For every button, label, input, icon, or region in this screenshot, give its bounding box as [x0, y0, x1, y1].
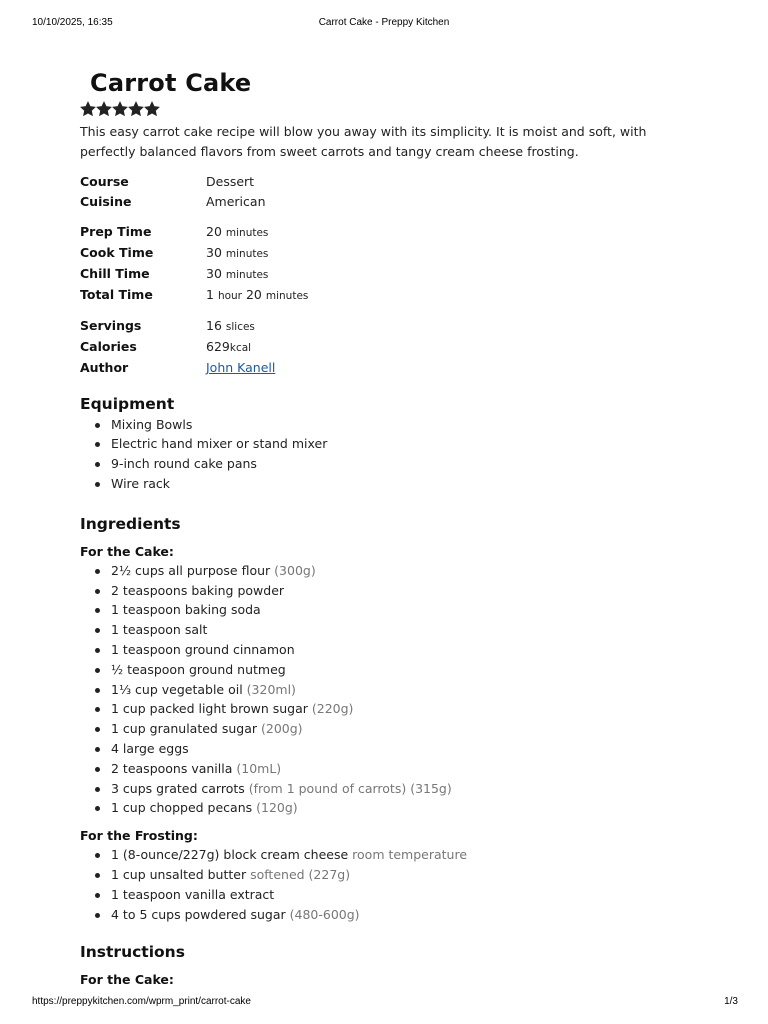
instructions-heading: Instructions	[80, 943, 185, 962]
ingredient-item	[95, 620, 700, 640]
ingredient-group-frosting	[80, 827, 700, 924]
ingredient-note: (220g)	[311, 701, 354, 717]
ingredient-text: 1 cup granulated sugar	[111, 721, 258, 737]
ingredient-text: 1 teaspoon baking soda	[111, 602, 261, 618]
print-page-number: 1/3	[724, 996, 738, 1007]
calories-unit: kcal	[229, 342, 252, 355]
meta-value: American	[206, 194, 266, 210]
ingredient-note: (320ml)	[246, 681, 296, 697]
ingredient-item	[95, 561, 700, 581]
meta-servings	[80, 316, 700, 337]
meta-value	[206, 222, 268, 243]
recipe-card	[80, 66, 700, 989]
ingredient-note: (200g)	[261, 721, 303, 737]
time-number: 20	[245, 287, 262, 303]
meta-label: Calories	[80, 339, 137, 355]
time-number: 30	[206, 244, 222, 260]
ingredient-text: 2 teaspoons vanilla	[111, 760, 233, 776]
meta-label: Cuisine	[80, 194, 132, 210]
ingredient-text: 2 teaspoons baking powder	[111, 582, 285, 598]
ingredient-text: 3 cups grated carrots	[111, 780, 245, 796]
instruction-group-cake	[80, 971, 700, 989]
ingredient-group-cake	[80, 543, 700, 818]
meta-value	[206, 316, 255, 337]
ingredient-note: (120g)	[256, 800, 298, 816]
meta-value	[206, 264, 268, 285]
ingredient-item	[95, 600, 700, 620]
time-unit: minutes	[265, 290, 309, 303]
meta-label: Prep Time	[80, 223, 152, 239]
print-url: https://preppykitchen.com/wprm_print/carrot-cake	[32, 996, 251, 1007]
ingredient-note: (300g)	[274, 562, 316, 578]
meta-label: Total Time	[80, 287, 153, 303]
ingredient-item	[95, 699, 700, 719]
equipment-item: Electric hand mixer or stand mixer	[95, 434, 700, 454]
ingredient-item	[95, 779, 700, 799]
ingredient-item	[95, 865, 700, 885]
meta-author	[80, 358, 700, 378]
meta-label: Cook Time	[80, 244, 154, 260]
ingredient-text: 4 to 5 cups powdered sugar	[111, 906, 286, 922]
ingredient-item	[95, 739, 700, 759]
time-number: 30	[206, 266, 222, 282]
equipment-heading: Equipment	[80, 394, 175, 413]
ingredient-group-heading: For the Cake:	[80, 543, 174, 559]
ingredient-text: ½ teaspoon ground nutmeg	[111, 661, 286, 677]
ingredient-note: room temperature	[352, 847, 468, 863]
servings-number: 16	[206, 317, 222, 333]
meta-details	[80, 316, 700, 379]
ingredient-list	[95, 561, 700, 818]
instructions-section	[80, 941, 700, 989]
meta-value	[206, 358, 275, 378]
meta-label: Servings	[80, 317, 142, 333]
time-unit: minutes	[225, 247, 269, 260]
ingredient-item	[95, 680, 700, 700]
recipe-title: Carrot Cake	[90, 69, 252, 97]
time-number: 20	[206, 223, 222, 239]
ingredient-group-heading: For the Frosting:	[80, 828, 198, 844]
ingredient-item	[95, 845, 700, 865]
ingredient-item	[95, 759, 700, 779]
star-icon	[96, 101, 112, 117]
star-icon	[112, 101, 128, 117]
meta-value	[206, 243, 268, 264]
time-number: 1	[206, 287, 214, 303]
equipment-item: Wire rack	[95, 474, 700, 494]
ingredient-item	[95, 905, 700, 925]
meta-label: Author	[80, 360, 129, 376]
ingredients-section	[80, 513, 700, 925]
equipment-list	[95, 415, 700, 494]
time-unit: minutes	[225, 226, 269, 239]
meta-cuisine	[80, 192, 700, 212]
star-icon	[80, 101, 96, 117]
ingredient-text: 1 (8-ounce/227g) block cream cheese	[111, 847, 349, 863]
ingredient-note: (10mL)	[236, 760, 282, 776]
ingredient-note: softened (227g)	[250, 867, 351, 883]
meta-prep-time	[80, 222, 700, 243]
meta-chill-time	[80, 264, 700, 285]
meta-value	[206, 337, 251, 358]
equipment-item: Mixing Bowls	[95, 415, 700, 435]
ingredient-item	[95, 885, 700, 905]
meta-cook-time	[80, 243, 700, 264]
meta-calories	[80, 337, 700, 358]
meta-label: Chill Time	[80, 266, 150, 282]
print-header	[0, 17, 768, 31]
meta-total-time	[80, 285, 700, 306]
time-unit: minutes	[225, 269, 269, 282]
time-unit: hour	[217, 290, 242, 303]
print-datetime: 10/10/2025, 16:35	[32, 17, 113, 28]
recipe-summary: This easy carrot cake recipe will blow you away with its simplicity. It is moist and soft, with perfectly balanced flavors from sweet carrots and tangy cream cheese frosting.	[80, 124, 647, 159]
ingredient-text: 2½ cups all purpose flour	[111, 562, 271, 578]
ingredient-text: 1 cup unsalted butter	[111, 867, 247, 883]
meta-label: Course	[80, 174, 129, 189]
ingredient-note: (from 1 pound of carrots) (315g)	[248, 780, 452, 796]
print-page-title: Carrot Cake - Preppy Kitchen	[318, 17, 450, 28]
ingredient-item	[95, 798, 700, 818]
equipment-section	[80, 393, 700, 494]
ingredient-text: 1 teaspoon vanilla extract	[111, 886, 275, 902]
ingredient-text: 1 cup packed light brown sugar	[111, 701, 308, 717]
ingredient-list	[95, 845, 700, 924]
recipe-meta	[80, 172, 700, 379]
ingredient-text: 1⅓ cup vegetable oil	[111, 681, 243, 697]
instruction-group-heading: For the Cake:	[80, 972, 174, 988]
ingredient-item	[95, 660, 700, 680]
meta-value: Dessert	[206, 174, 255, 189]
ingredient-note: (480-600g)	[289, 906, 360, 922]
meta-value	[206, 285, 308, 306]
calories-number: 629	[206, 339, 230, 355]
ingredient-text: 1 teaspoon ground cinnamon	[111, 642, 295, 658]
rating-stars	[80, 100, 700, 118]
ingredients-heading: Ingredients	[80, 514, 181, 533]
ingredient-item	[95, 640, 700, 660]
author-link[interactable]: John Kanell	[206, 360, 276, 376]
servings-unit: slices	[225, 320, 255, 333]
print-footer	[0, 996, 768, 1010]
star-icon	[128, 101, 144, 117]
ingredient-text: 1 cup chopped pecans	[111, 800, 253, 816]
ingredient-text: 4 large eggs	[111, 741, 189, 757]
ingredient-text: 1 teaspoon salt	[111, 622, 208, 638]
meta-course	[80, 172, 700, 192]
ingredient-item	[95, 719, 700, 739]
star-icon	[144, 101, 160, 117]
meta-tags	[80, 172, 700, 213]
equipment-item: 9-inch round cake pans	[95, 454, 700, 474]
meta-times	[80, 222, 700, 307]
ingredient-item	[95, 581, 700, 601]
